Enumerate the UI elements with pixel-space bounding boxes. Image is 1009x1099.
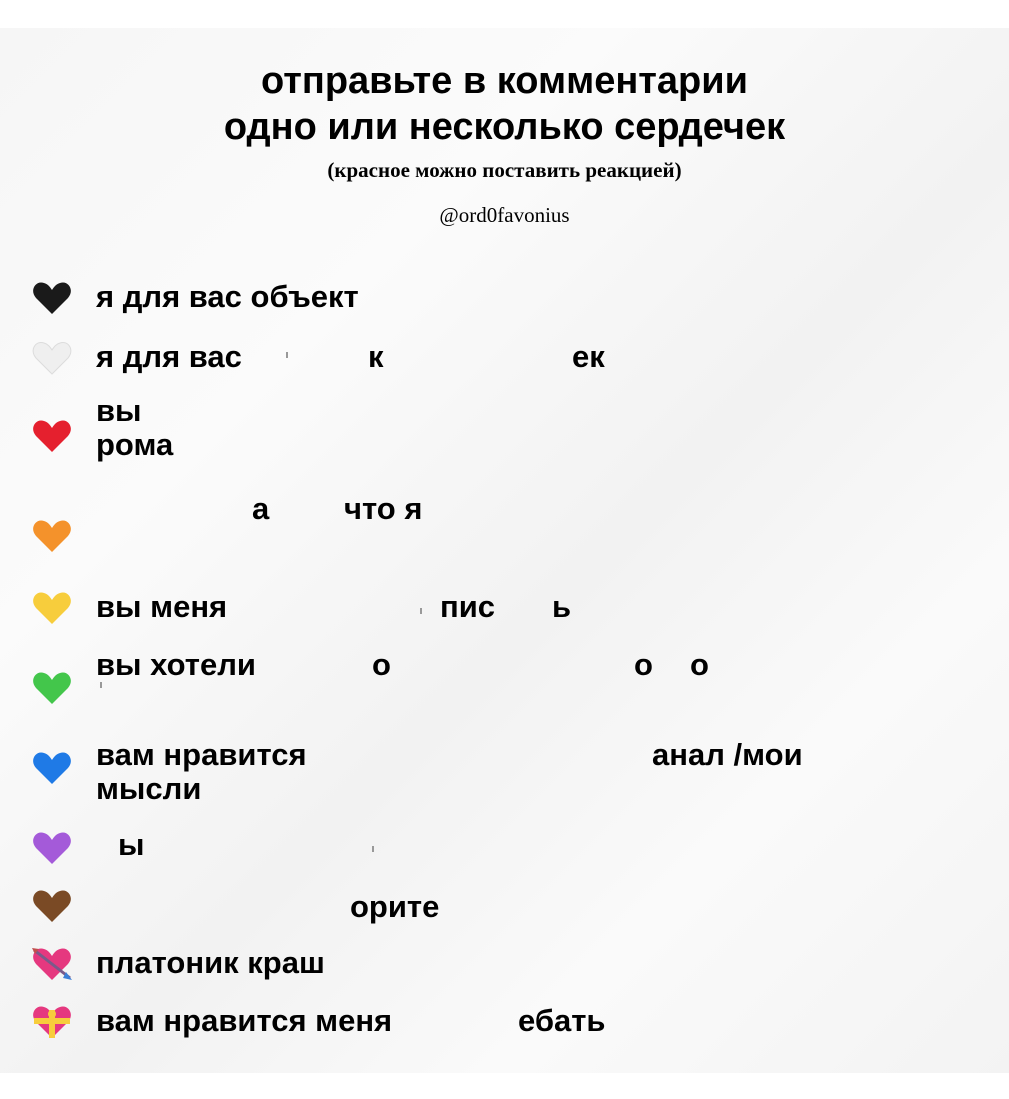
yellow-heart-icon bbox=[32, 590, 72, 626]
row-fragment: орите bbox=[350, 889, 440, 924]
blue-heart-icon bbox=[32, 750, 72, 786]
row-fragment: а bbox=[252, 491, 270, 526]
title-line-1: отправьте в комментарии bbox=[261, 60, 748, 102]
row-label: я для вас объект bbox=[96, 279, 359, 314]
white-heart-icon bbox=[32, 340, 72, 376]
speck bbox=[372, 846, 374, 852]
speck bbox=[420, 608, 422, 614]
green-heart-icon bbox=[32, 670, 72, 706]
row-fragment: ы bbox=[118, 827, 145, 862]
row-label: вы меня bbox=[96, 589, 228, 624]
red-heart-icon bbox=[32, 418, 72, 454]
row-label: вы bbox=[96, 393, 142, 428]
row-label: вы хотели bbox=[96, 647, 256, 682]
row-fragment: анал /мои bbox=[652, 737, 803, 772]
row-fragment: пис bbox=[440, 589, 496, 624]
orange-heart-icon bbox=[32, 518, 72, 554]
speck bbox=[100, 682, 102, 688]
row-fragment: о bbox=[634, 647, 653, 682]
row-label: вам нравится меня bbox=[96, 1003, 393, 1038]
subtitle: (красное можно поставить реакцией) bbox=[327, 158, 682, 182]
row-label-line2: мысли bbox=[96, 771, 202, 806]
author-handle: @ord0favonius bbox=[439, 203, 570, 227]
row-fragment: ь bbox=[552, 589, 572, 624]
purple-heart-icon bbox=[32, 830, 72, 866]
black-heart-icon bbox=[32, 280, 72, 316]
post-card bbox=[0, 28, 1009, 1073]
row-fragment: ебать bbox=[518, 1003, 606, 1038]
speck bbox=[286, 352, 288, 358]
row-fragment: к bbox=[368, 339, 384, 374]
row-fragment: ек bbox=[572, 339, 605, 374]
brown-heart-icon bbox=[32, 888, 72, 924]
heart-with-ribbon-icon bbox=[32, 1004, 72, 1040]
row-label-line2: рома bbox=[96, 427, 174, 462]
row-fragment: о bbox=[372, 647, 391, 682]
heart-with-arrow-icon bbox=[32, 946, 72, 982]
row-label: платоник краш bbox=[96, 945, 325, 980]
row-fragment: что я bbox=[344, 491, 423, 526]
row-label: вам нравится bbox=[96, 737, 307, 772]
title-line-2: одно или несколько сердечек bbox=[223, 106, 786, 148]
row-label: я для вас bbox=[96, 339, 242, 374]
row-fragment: о bbox=[690, 647, 709, 682]
